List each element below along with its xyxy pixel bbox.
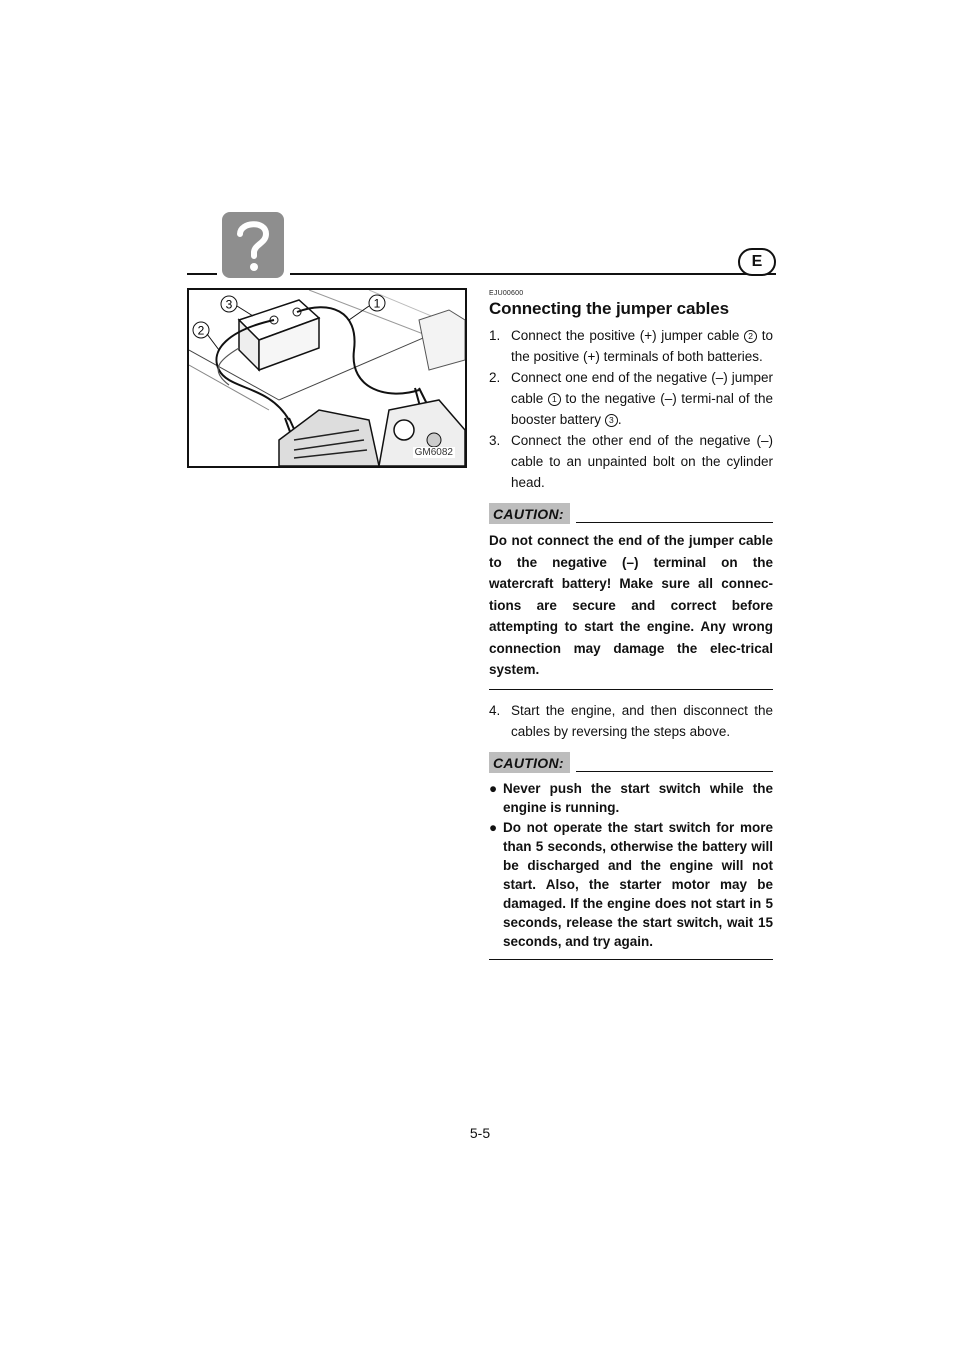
ref-circle: 1 (548, 393, 561, 406)
caution-header (489, 752, 773, 773)
step-2: 2. Connect one end of the negative (–) jumper cable 1 to the negative (–) termi-nal of the booster battery 3 . (489, 370, 773, 427)
callout-3: 3 (225, 297, 233, 312)
steps-list (489, 325, 773, 493)
language-badge: E (738, 248, 776, 276)
header-rule-left (187, 273, 217, 275)
header-rule-right (290, 273, 776, 275)
ref-circle: 3 (605, 414, 618, 427)
battery-connection-diagram (189, 290, 465, 466)
bullet-icon: ● (489, 819, 498, 835)
caution-header (489, 503, 773, 524)
caution-bullets (489, 779, 773, 951)
callout-1: 1 (373, 296, 381, 311)
step-4: 4. Start the engine, and then disconnect the cables by reversing the steps above. (489, 702, 773, 739)
main-content (489, 290, 773, 970)
steps-list-continued (489, 700, 773, 742)
chapter-question-icon (222, 212, 284, 278)
question-mark-icon (222, 212, 284, 278)
caution-text: Do not connect the end of the jumper cable to the negative (–) terminal on the watercraft battery! Make sure all connec-tions are secure and correct before attempting to start the engine. Any wrong connection may damage the elec-trical system. (489, 533, 773, 677)
caution-bullet: ● Do not operate the start switch for more than 5 seconds, otherwise the battery will be discharged and the engine will not start. Also, the starter motor may be damaged. If the engine does not start in 5 seconds, release the start switch, wait 15 seconds, and try again. (489, 819, 773, 949)
step-3: 3. Connect the other end of the negative (–) cable to an unpainted bolt on the cylinder head. (489, 433, 773, 490)
caution-label: CAUTION: (489, 752, 570, 773)
caution-end-rule (489, 959, 773, 960)
callout-2: 2 (197, 323, 205, 338)
caution-bullet: ● Never push the start switch while the engine is running. (489, 780, 773, 815)
step-1: 1. Connect the positive (+) jumper cable 2 to the positive (+) terminals of both batteries. (489, 328, 773, 364)
figure-code: GM6082 (414, 447, 453, 458)
caution-end-rule (489, 689, 773, 690)
bullet-icon: ● (489, 780, 498, 796)
ref-circle: 2 (744, 330, 757, 343)
section-title: Connecting the jumper cables (489, 299, 729, 318)
jumper-cable-illustration (187, 288, 467, 468)
reference-code: EJU00600 (489, 290, 524, 297)
page-number: 5-5 (469, 1125, 491, 1141)
caution-label: CAUTION: (489, 503, 570, 524)
